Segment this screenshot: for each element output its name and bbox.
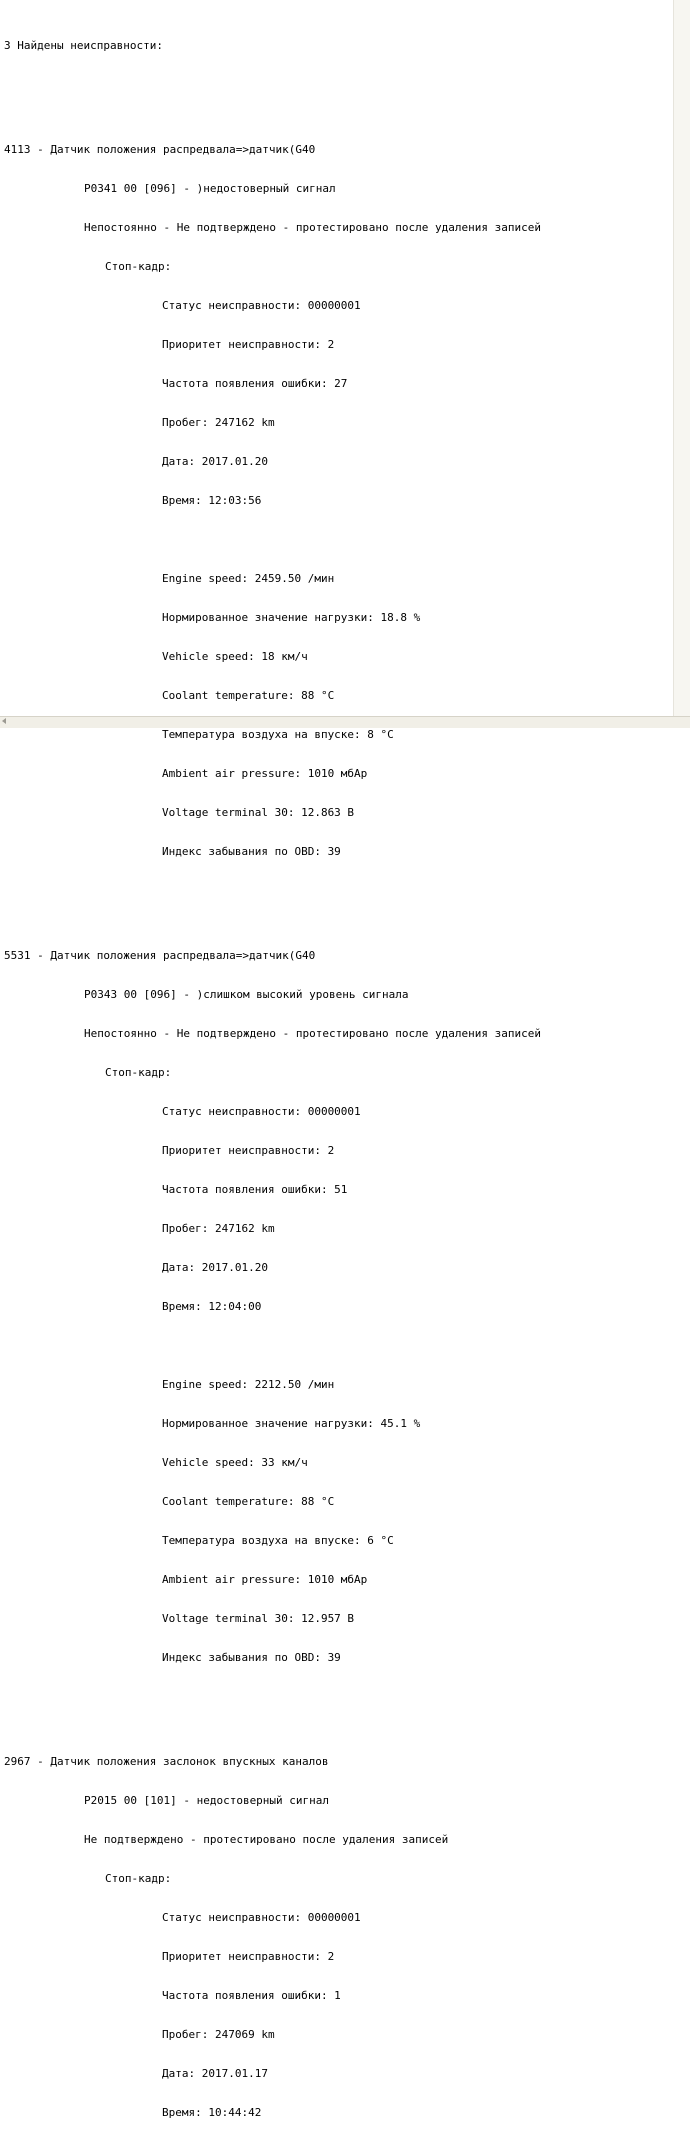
freeze-date: Дата: 2017.01.20 (162, 1261, 268, 1274)
freeze-frame-label: Стоп-кадр: (105, 1066, 172, 1079)
fault-title: 4113 - Датчик положения распредвала=>датчик(G40 (4, 143, 316, 156)
horizontal-scrollbar[interactable] (0, 716, 690, 728)
fault-code: P2015 00 [101] - недостоверный сигнал (84, 1794, 330, 1807)
freeze-mileage: Пробег: 247162 km (162, 1222, 275, 1235)
fault-state: Непостоянно - Не подтверждено - протестировано после удаления записей (84, 221, 541, 234)
env-engine-speed: Engine speed: 2212.50 /мин (162, 1378, 335, 1391)
arrow-left-icon[interactable] (2, 718, 6, 724)
env-intake-air-temp: Температура воздуха на впуске: 8 °C (162, 728, 394, 741)
env-intake-air-temp: Температура воздуха на впуске: 6 °C (162, 1534, 394, 1547)
freeze-frequency: Частота появления ошибки: 51 (162, 1183, 348, 1196)
freeze-date: Дата: 2017.01.17 (162, 2067, 268, 2080)
freeze-priority: Приоритет неисправности: 2 (162, 338, 335, 351)
freeze-priority: Приоритет неисправности: 2 (162, 1950, 335, 1963)
env-ambient-pressure: Ambient air pressure: 1010 мбАр (162, 1573, 368, 1586)
freeze-status: Статус неисправности: 00000001 (162, 299, 361, 312)
env-load: Нормированное значение нагрузки: 18.8 % (162, 611, 421, 624)
env-ambient-pressure: Ambient air pressure: 1010 мбАр (162, 767, 368, 780)
fault-state: Непостоянно - Не подтверждено - протестировано после удаления записей (84, 1027, 541, 1040)
freeze-frequency: Частота появления ошибки: 27 (162, 377, 348, 390)
env-obd-index: Индекс забывания по OBD: 39 (162, 845, 341, 858)
freeze-priority: Приоритет неисправности: 2 (162, 1144, 335, 1157)
vertical-scrollbar[interactable] (673, 0, 690, 716)
fault-title: 5531 - Датчик положения распредвала=>датчик(G40 (4, 949, 316, 962)
env-voltage: Voltage terminal 30: 12.957 В (162, 1612, 355, 1625)
fault-state: Не подтверждено - протестировано после удаления записей (84, 1833, 449, 1846)
freeze-status: Статус неисправности: 00000001 (162, 1105, 361, 1118)
env-load: Нормированное значение нагрузки: 45.1 % (162, 1417, 421, 1430)
fault-log-text (4, 13, 541, 2145)
freeze-status: Статус неисправности: 00000001 (162, 1911, 361, 1924)
freeze-frame-label: Стоп-кадр: (105, 1872, 172, 1885)
env-voltage: Voltage terminal 30: 12.863 В (162, 806, 355, 819)
freeze-frequency: Частота появления ошибки: 1 (162, 1989, 341, 2002)
fault-count-header: 3 Найдены неисправности: (4, 39, 163, 52)
env-coolant-temp: Coolant temperature: 88 °C (162, 689, 335, 702)
freeze-frame-label: Стоп-кадр: (105, 260, 172, 273)
freeze-mileage: Пробег: 247162 km (162, 416, 275, 429)
freeze-date: Дата: 2017.01.20 (162, 455, 268, 468)
fault-title: 2967 - Датчик положения заслонок впускных каналов (4, 1755, 329, 1768)
fault-code: P0343 00 [096] - )слишком высокий уровень сигнала (84, 988, 409, 1001)
freeze-time: Время: 10:44:42 (162, 2106, 262, 2119)
fault-code: P0341 00 [096] - )недостоверный сигнал (84, 182, 336, 195)
env-engine-speed: Engine speed: 2459.50 /мин (162, 572, 335, 585)
freeze-mileage: Пробег: 247069 km (162, 2028, 275, 2041)
env-vehicle-speed: Vehicle speed: 18 км/ч (162, 650, 308, 663)
freeze-time: Время: 12:04:00 (162, 1300, 262, 1313)
freeze-time: Время: 12:03:56 (162, 494, 262, 507)
env-obd-index: Индекс забывания по OBD: 39 (162, 1651, 341, 1664)
env-vehicle-speed: Vehicle speed: 33 км/ч (162, 1456, 308, 1469)
env-coolant-temp: Coolant temperature: 88 °C (162, 1495, 335, 1508)
